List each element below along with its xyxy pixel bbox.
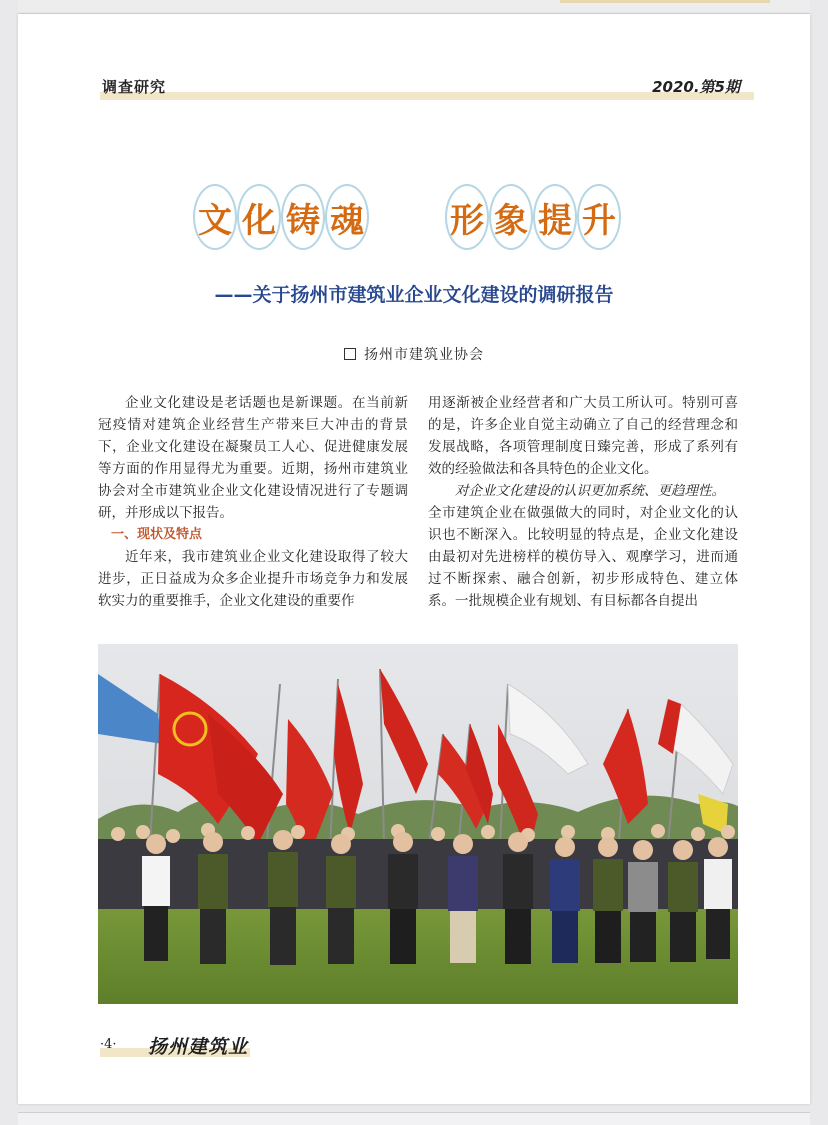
paragraph: 近年来，我市建筑业企业文化建设取得了较大进步，正日益成为众多企业提升市场竞争力和发展软实力的重要推手，企业文化建设的重要作 <box>98 549 408 609</box>
magazine-logo: 扬州建筑业 <box>148 1036 249 1058</box>
author-line <box>18 344 810 364</box>
author-name: 扬州市建筑业协会 <box>364 347 484 363</box>
emphasis-sentence: 对企业文化建设的认识更加系统、更趋理性。 <box>455 483 725 499</box>
page-footer <box>100 1034 270 1060</box>
paragraph: 用逐渐被企业经营者和广大员工所认可。特别可喜的是，许多企业自觉主动确立了自己的经营理念和发展战略，各项管理制度日臻完善，形成了系列有效的经验做法和各具特色的企业文化。 <box>428 395 738 477</box>
previous-page-edge <box>18 0 810 14</box>
right-column <box>428 392 738 612</box>
flag-ceremony-photo <box>98 644 738 1004</box>
group-photo <box>98 644 738 1004</box>
issue-label: 2020.第5期 <box>652 78 740 96</box>
section-label: 调查研究 <box>102 78 167 96</box>
title-char: 化 <box>237 184 281 250</box>
article-title <box>18 184 810 254</box>
page-header <box>100 76 754 100</box>
title-char: 铸 <box>281 184 325 250</box>
magazine-page <box>18 14 810 1104</box>
left-column <box>98 392 408 612</box>
paragraph: 全市建筑企业在做强做大的同时，对企业文化的认识也不断深入。比较明显的特点是，企业文化建设由最初对先进榜样的模仿导入、观摩学习，进而通过不断探索、融合创新，初步形成特色、建立体系。一批规模企业有规划、有目标都各自提出 <box>428 505 738 609</box>
next-page-edge <box>18 1112 810 1125</box>
title-char: 魂 <box>325 184 369 250</box>
section-heading: 一、现状及特点 <box>111 527 203 542</box>
paragraph: 企业文化建设是老话题也是新课题。在当前新冠疫情对建筑企业经营生产带来巨大冲击的背景下，企业文化建设在凝聚员工人心、促进健康发展等方面的作用显得尤为重要。近期，扬州市建筑业协会对全市建筑业企业文化建设情况进行了专题调研，并形成以下报告。 <box>98 395 408 521</box>
page-number: ·4· <box>100 1037 117 1052</box>
article-subtitle: ——关于扬州市建筑业企业文化建设的调研报告 <box>214 284 614 306</box>
title-char: 提 <box>533 184 577 250</box>
author-square-icon <box>344 348 356 360</box>
title-char: 升 <box>577 184 621 250</box>
title-char: 象 <box>489 184 533 250</box>
title-char: 形 <box>445 184 489 250</box>
title-char: 文 <box>193 184 237 250</box>
